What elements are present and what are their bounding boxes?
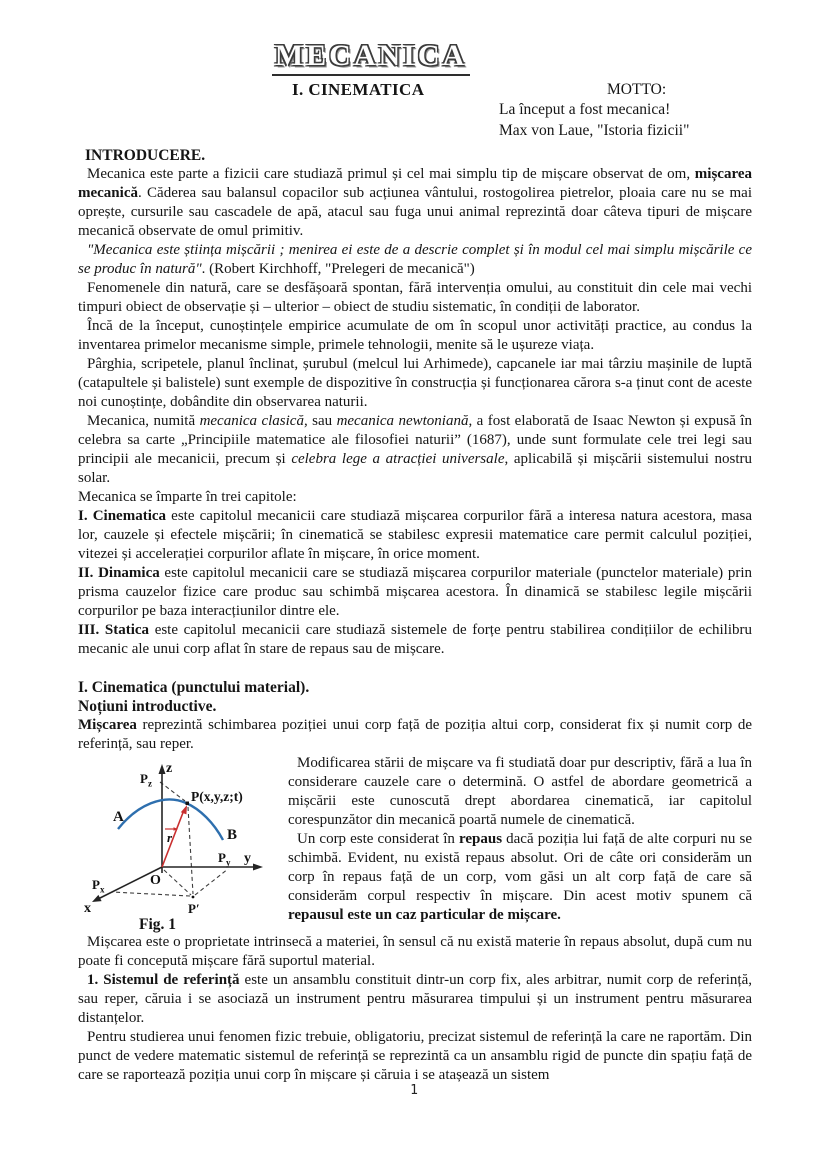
body-text-column [78, 146, 752, 1085]
section-heading-notiuni: Noțiuni introductive. [78, 698, 217, 715]
paragraph-statica-def: III. Statica este capitolul mecanicii care studiază sistemele de forțe pentru stabilirea condițiilor de echilibru mecanic ale unui corp aflat în stare de repaus sau de mișcare. [78, 622, 752, 657]
figure-caption: Fig. 1 [139, 916, 177, 933]
paragraph-trei-capitole: Mecanica se împarte în trei capitole: [78, 489, 297, 505]
page-title: MECANICA [272, 39, 470, 76]
paragraph-miscarea-def: Mișcarea reprezintă schimbarea poziției unui corp față de poziția altui corp, considerat fix și numit corp de referință, sau reper. [78, 717, 752, 752]
chapter-heading: I. CINEMATICA [292, 80, 425, 99]
position-vector-arrowhead [181, 805, 187, 814]
page-number: 1 [410, 1083, 418, 1098]
paragraph-mecanica-intro: Mecanica este parte a fizicii care studiază primul și cel mai simplu tip de mișcare observat de om, mișcarea mecanică. Căderea sau balansul copacilor sub acțiunea vântului, rostogolirea pietrelor, ploaia care nu se mai oprește, cursurile sau cascadele de apă, atacul sau fuga unui animal reprezintă doar câteva tipuri de mișcare mecanică observate de omul primitiv. [78, 166, 752, 239]
motto-label: MOTTO: [607, 81, 667, 98]
motto-line: La început a fost mecanica! [499, 101, 671, 118]
paragraph-modificarea: Modificarea stării de mișcare va fi studiată doar pur descriptiv, fără a lua în considerare cauzele care o determină. O astfel de abordare geometrică a mișcării este cunoscută drept abordarea cinematică, iar capitolul corespunzător din mecanică poartă numele de cinematică. [288, 755, 752, 828]
position-vector [162, 810, 184, 867]
curve-a-label: A [113, 809, 124, 825]
point-p-prime-label: P′ [188, 901, 200, 916]
px-label: $P_x$ [92, 877, 105, 895]
paragraph-inceput: Încă de la început, cunoștințele empirice acumulate de om în scopul unor activități practice, au condus la inventarea primelor mecanisme simple, primele tehnologii, menite să le ușureze viața. [78, 318, 752, 353]
paragraph-proprietate: Mișcarea este o proprietate intrinsecă a materiei, în sensul că nu există materie în repaus absolut, după cum nu poate fi concepută mișcare fără suportul material. [78, 934, 752, 969]
x-axis-label: x [84, 901, 91, 916]
z-axis-label: z [166, 761, 173, 776]
paragraph-fenomene: Fenomenele din natură, care se desfășoară spontan, fără intervenția omului, au constituit din cele mai vechi timpuri obiect de observație și – ulterior – obiect de studiu sistematic, în condiții de laborator. [78, 280, 752, 315]
paragraph-dinamica-def: II. Dinamica este capitolul mecanicii care se studiază mișcarea corpurilor materiale (punctelor materiale) prin prisma cauzelor fizice care produc sau schimbă mișcarea acestora. În dinamică se stabilesc legile mișcării corpurilor pe baza interacțiunilor dintre ele. [78, 565, 752, 619]
axis-arrowheads [92, 764, 263, 902]
motto-citation: Max von Laue, "Istoria fizicii" [499, 122, 690, 139]
svg-text:r: r [167, 830, 173, 845]
motto-block [499, 99, 689, 141]
curve-b-label: B [227, 827, 238, 843]
point-p-prime-marker [192, 896, 195, 899]
paragraph-parghia: Pârghia, scripetele, planul înclinat, șurubul (melcul lui Arhimede), capcanele iar mai târziu mașinile de luptă (catapultele și balistele) sunt exemple de dispozitive în construcția și funcționarea cărora s-a ținut cont de aceste noi cunoștințe, dobândite din observarea naturii. [78, 356, 752, 410]
paragraph-studierea: Pentru studierea unui fenomen fizic trebuie, obligatoriu, precizat sistemul de referință la care ne raportăm. Din punct de vedere matematic sistemul de referință se reprezintă ca un ansamblu rigid de puncte din spațiu față de care se raportează poziția unui corp în mișcare și căruia i se atașează un sistem [78, 1029, 752, 1083]
y-arrowhead [253, 864, 263, 871]
pz-label: $P_z$ [140, 771, 152, 789]
x-arrowhead [92, 895, 102, 902]
intro-heading: INTRODUCERE. [85, 147, 206, 164]
coordinate-system-diagram [82, 755, 278, 933]
paragraph-newton: Mecanica, numită mecanica clasică, sau mecanica newtoniană, a fost elaborată de Isaac Newton și expusă în celebra sa carte „Principiile matematice ale filosofiei naturii” (1687), unde sunt formulate cele trei legi sau principii ale mecanicii, precum și celebra lege a atracției universale, aplicabilă și mișcării sistemului nostru solar. [78, 413, 753, 486]
paragraph-kirchhoff-quote: "Mecanica este știința mișcării ; menirea ei este de a descrie complet și în modul cel mai simplu mișcările ce se produc în natură". (Robert Kirchhoff, "Prelegeri de mecanică") [78, 242, 752, 277]
origin-label: O [150, 873, 161, 888]
point-p-marker [186, 802, 190, 806]
py-label: $P_y$ [218, 850, 231, 868]
z-arrowhead [159, 764, 166, 774]
y-axis-label: y [244, 851, 251, 866]
paragraph-sistem-referinta: 1. Sistemul de referință este un ansamblu constituit dintr-un corp fix, ales arbitrar, numit corp de referință, sau reper, căruia i se asociază un instrument pentru măsurarea timpului și un instrument pentru măsurarea distanțelor. [78, 972, 752, 1026]
paragraph-repaus: Un corp este considerat în repaus dacă poziția lui față de alte corpuri nu se schimbă. Evident, nu există repaus absolut. Ori de câte ori considerăm un corp în repaus față de un corp, vom găsi un alt corp față de care să considerăm corpul respectiv în mișcare. Din acest motiv spunem că repausul este un caz particular de mișcare. [288, 831, 752, 923]
point-p-label: P(x,y,z;t) [191, 789, 243, 804]
figure-1 [82, 755, 278, 933]
title-block [0, 39, 742, 76]
section-heading-cinematica: I. Cinematica (punctului material). [78, 679, 310, 696]
paragraph-cinematica-def: I. Cinematica este capitolul mecanicii care studiază mișcarea corpurilor fără a interesa natura acestora, masa lor, cauzele și efectele mișcării; în cinematică se stabilesc expresii matematice care permit calculul poziției, vitezei și accelerației corpurilor aflate în mișcare, în orice moment. [78, 508, 753, 562]
